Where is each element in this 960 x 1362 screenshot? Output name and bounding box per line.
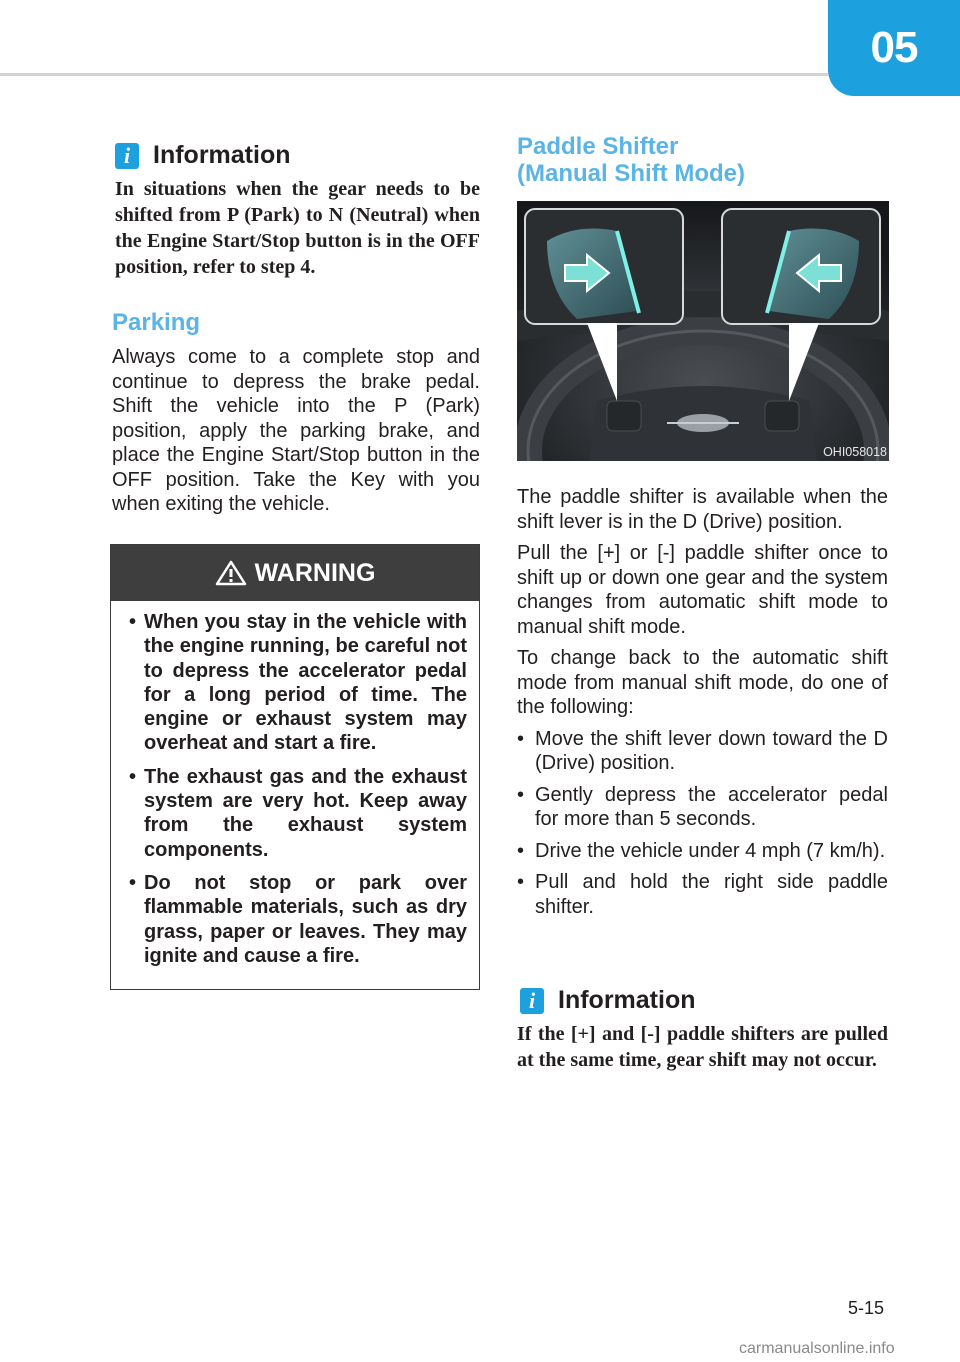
paddle-bullet: • Gently depress the accelerator pedal for more than 5 seconds.	[517, 783, 888, 832]
warning-title: WARNING	[254, 558, 376, 587]
warning-item: • When you stay in the vehicle with the engine running, be careful not to depress the accelerator pedal for a long period of time. The engine or exhaust system may overheat and start a fire.	[129, 610, 467, 756]
warning-item: • Do not stop or park over flammable materials, such as dry grass, paper or leaves. They may ignite and cause a fire.	[129, 871, 467, 968]
info-title: Information	[153, 141, 291, 169]
parking-text: Always come to a complete stop and continue to depress the brake pedal. Shift the vehicle into the P (Park) position, apply the parking brake, and place the Engine Start/Stop button in the OFF position. Take the Key with you when exiting the vehicle.	[112, 346, 480, 515]
warning-header	[111, 545, 479, 601]
watermark: carmanualsonline.info	[739, 1340, 895, 1357]
warning-item: • The exhaust gas and the exhaust system are very hot. Keep away from the exhaust system components.	[129, 765, 467, 862]
paddle-shifter-photo	[517, 201, 889, 461]
info-icon: i	[520, 988, 544, 1014]
paddle-paragraph: Pull the [+] or [-] paddle shifter once to shift up or down one gear and the system changes from automatic shift mode to manual shift mode.	[517, 542, 888, 638]
info-title: Information	[558, 986, 696, 1014]
paddle-title-line2: (Manual Shift Mode)	[517, 160, 745, 187]
paddle-title	[517, 133, 745, 187]
info-heading-top	[115, 141, 291, 170]
paddle-bullet: • Move the shift lever down toward the D (Drive) position.	[517, 727, 888, 776]
warning-list	[111, 610, 479, 968]
figure-code: OHI058018	[823, 445, 887, 459]
paddle-bullet: • Pull and hold the right side paddle shifter.	[517, 870, 888, 919]
paddle-title-line1: Paddle Shifter	[517, 133, 679, 160]
paddle-paragraph: The paddle shifter is available when the shift lever is in the D (Drive) position.	[517, 486, 888, 533]
header-rule	[0, 73, 828, 76]
paddle-bullet: • Drive the vehicle under 4 mph (7 km/h).	[517, 839, 888, 864]
paddle-text	[517, 485, 888, 926]
info-icon: i	[115, 143, 139, 169]
page-number: 5-15	[848, 1298, 885, 1318]
steering-wheel-illustration	[517, 201, 889, 461]
info-text-top: In situations when the gear needs to be shifted from P (Park) to N (Neutral) when the Engine Start/Stop button is in the OFF position, refer to step 4.	[115, 178, 480, 278]
chapter-tab: 05	[828, 0, 960, 96]
paddle-bullets	[517, 727, 888, 920]
warning-triangle-icon	[215, 560, 247, 586]
info-heading-bottom	[520, 986, 696, 1015]
warning-box	[110, 544, 480, 990]
parking-title: Parking	[112, 309, 201, 336]
paddle-paragraph: To change back to the automatic shift mode from manual shift mode, do one of the following:	[517, 647, 888, 718]
info-text-bottom: If the [+] and [-] paddle shifters are pulled at the same time, gear shift may not occur.	[517, 1023, 888, 1071]
